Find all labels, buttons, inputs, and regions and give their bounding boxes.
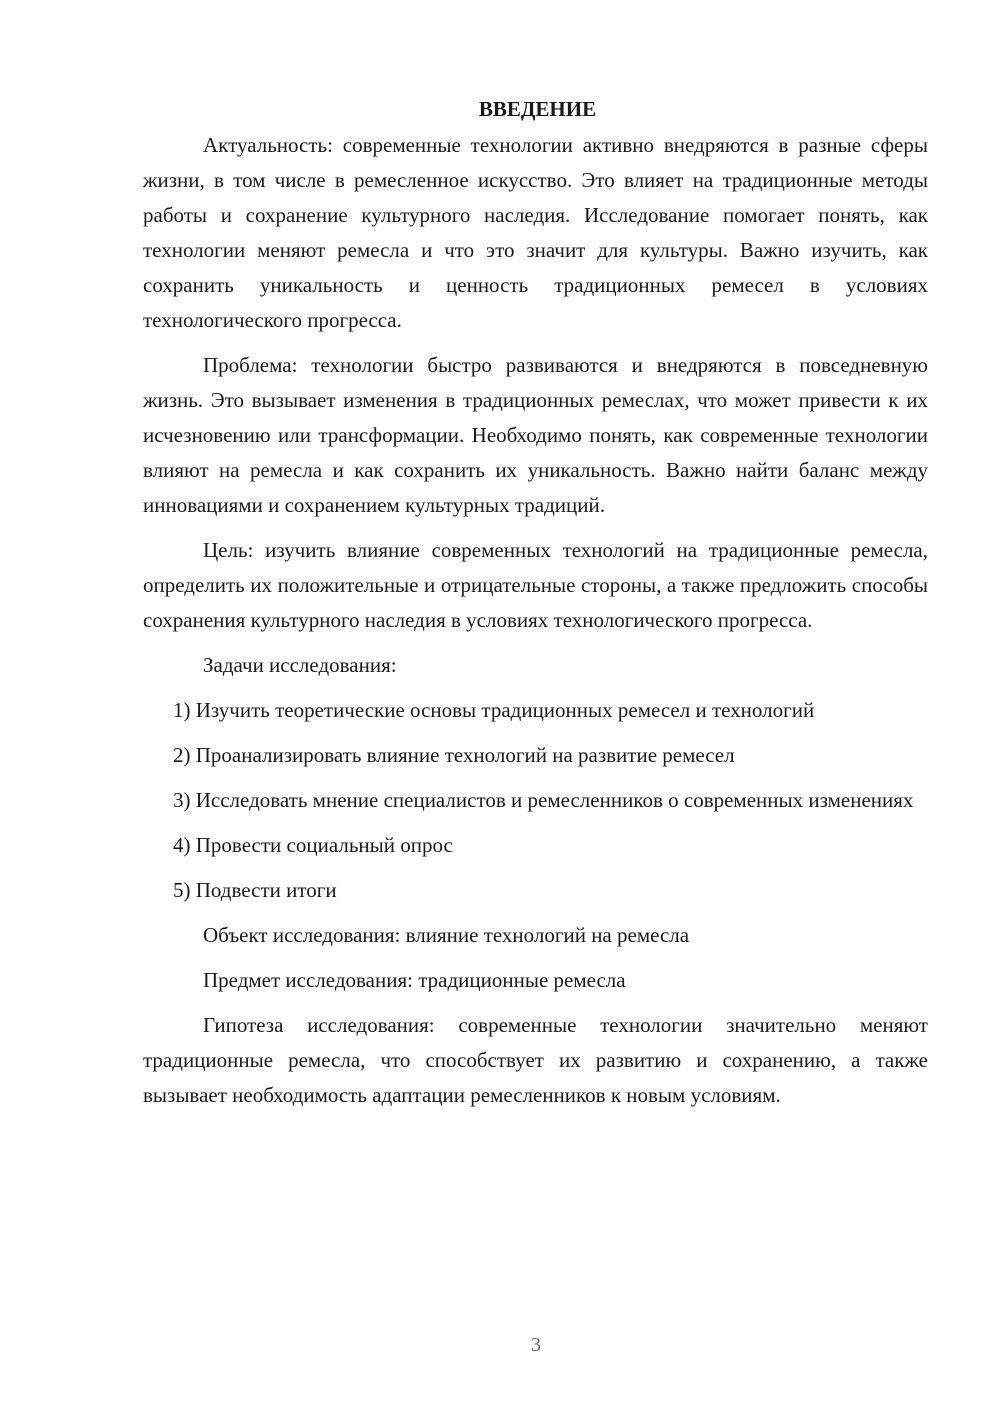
task-item-2: 2) Проанализировать влияние технологий на развитие ремесел	[173, 743, 735, 767]
document-page	[143, 92, 928, 1113]
tasks-heading: Задачи исследования:	[203, 653, 397, 677]
problem-paragraph: Проблема: технологии быстро развиваются и внедряются в повседневную жизнь. Это вызывает изменения в традиционных ремеслах, что может привести к их исчезновению или трансформации. Необходимо понять, как современные технологии влияют на ремесла и как сохранить их уникальность. Важно найти баланс между инновациями и сохранением культурных традиций.	[143, 353, 928, 517]
relevance-paragraph: Актуальность: современные технологии активно внедряются в разные сферы жизни, в том числе в ремесленное искусство. Это влияет на традиционные методы работы и сохранение культурного наследия. Исследование помогает понять, как технологии меняют ремесла и что это значит для культуры. Важно изучить, как сохранить уникальность и ценность традиционных ремесел в условиях технологического прогресса.	[143, 133, 928, 332]
task-item-4: 4) Провести социальный опрос	[173, 833, 453, 857]
task-item-3: 3) Исследовать мнение специалистов и ремесленников о современных изменениях	[173, 788, 914, 812]
task-item-1: 1) Изучить теоретические основы традиционных ремесел и технологий	[173, 698, 815, 722]
hypothesis-paragraph: Гипотеза исследования: современные технологии значительно меняют традиционные ремесла, что способствует их развитию и сохранению, а также вызывает необходимость адаптации ремесленников к новым условиям.	[143, 1013, 928, 1107]
page-title: ВВЕДЕНИЕ	[478, 97, 597, 121]
task-item-5: 5) Подвести итоги	[173, 878, 337, 902]
page-number: 3	[531, 1334, 541, 1356]
goal-paragraph: Цель: изучить влияние современных технологий на традиционные ремесла, определить их положительные и отрицательные стороны, а также предложить способы сохранения культурного наследия в условиях технологического прогресса.	[143, 538, 928, 632]
subject-paragraph: Предмет исследования: традиционные ремесла	[203, 968, 626, 992]
object-paragraph: Объект исследования: влияние технологий на ремесла	[203, 923, 690, 947]
